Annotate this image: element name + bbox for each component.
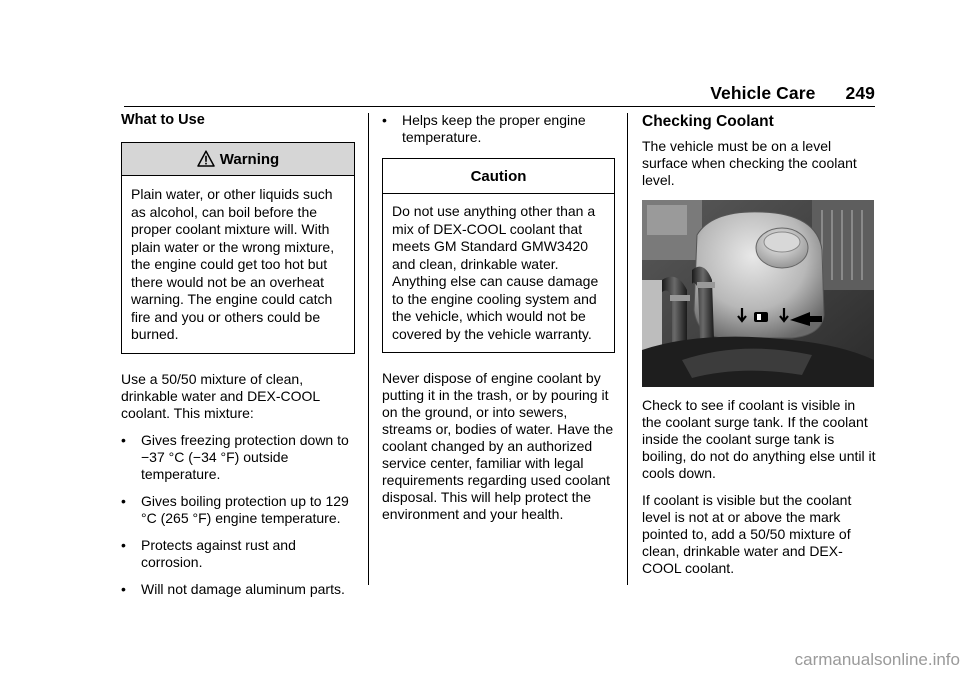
bullet-text: Gives boiling protection up to 129 °C (265 °F) engine temperature. — [141, 492, 349, 526]
column-divider-1 — [368, 113, 369, 585]
column-3-lower — [642, 397, 878, 587]
header-rule — [124, 106, 875, 107]
warning-box — [121, 142, 355, 354]
mixture-intro: Use a 50/50 mixture of clean, drinkable water and DEX-COOL coolant. This mixture: — [121, 370, 320, 421]
warning-icon — [197, 150, 215, 168]
bullet-marker: • — [121, 431, 126, 448]
column-divider-2 — [627, 113, 628, 585]
bullet-marker: • — [121, 536, 126, 553]
warning-title: Warning — [219, 150, 280, 168]
bullet-marker: • — [382, 112, 387, 128]
list-item — [382, 112, 615, 146]
section-title: Vehicle Care — [710, 83, 816, 103]
page-number: 249 — [845, 83, 875, 103]
engine-bay-illustration — [642, 200, 874, 387]
bullet-text: Protects against rust and corrosion. — [141, 536, 296, 570]
list-item — [121, 493, 355, 527]
caution-body: Do not use anything other than a mix of DEX-COOL coolant that meets GM Standard GMW3420 and clean, drinkable water. Anything else can cause damage to the engine cooling system and the vehicle, which would not be covered by the vehicle warranty. — [392, 203, 599, 342]
what-to-use-heading: What to Use — [121, 112, 205, 128]
list-item — [121, 537, 355, 571]
caution-box — [382, 158, 615, 353]
bullet-marker: • — [121, 492, 126, 509]
caution-title: Caution — [383, 159, 614, 194]
level-surface-paragraph: The vehicle must be on a level surface when checking the coolant level. — [642, 138, 857, 188]
visibility-paragraph: Check to see if coolant is visible in the coolant surge tank. If the coolant inside the coolant surge tank is boiling, do not do anything else until it cools down. — [642, 397, 876, 481]
warning-title-bar — [122, 143, 354, 176]
list-item — [121, 581, 355, 598]
bullet-text: Will not damage aluminum parts. — [141, 580, 345, 597]
page-header — [700, 83, 875, 104]
bullet-text: Gives freezing protection down to −37 °C (−34 °F) outside temperature. — [141, 431, 349, 482]
coolant-tank-photo — [642, 200, 874, 387]
disposal-paragraph: Never dispose of engine coolant by putting it in the trash, or by pouring it on the ground, or into sewers, streams or, bodies of water. Have the coolant changed by an authorized service center, familiar with legal requirements regarding used coolant disposal. This will help protect the environment and your health. — [382, 370, 614, 522]
watermark: carmanualsonline.info — [794, 650, 960, 669]
add-coolant-paragraph: If coolant is visible but the coolant level is not at or above the mark pointed to, add a 50/50 mixture of clean, drinkable water and DEX-COOL coolant. — [642, 492, 852, 576]
column-1 — [121, 112, 355, 608]
bullet-marker: • — [121, 580, 126, 597]
warning-body: Plain water, or other liquids such as alcohol, can boil before the proper coolant mixture will. With plain water or the wrong mixture, the engine could get too hot but there would not be an overheat warning. The engine could catch fire and you or others could be burned. — [131, 186, 335, 342]
column-2 — [382, 112, 615, 533]
list-item — [121, 432, 355, 483]
column-3 — [642, 113, 876, 199]
bullet-text: Helps keep the proper engine temperature. — [402, 112, 586, 145]
checking-coolant-heading: Checking Coolant — [642, 113, 774, 130]
